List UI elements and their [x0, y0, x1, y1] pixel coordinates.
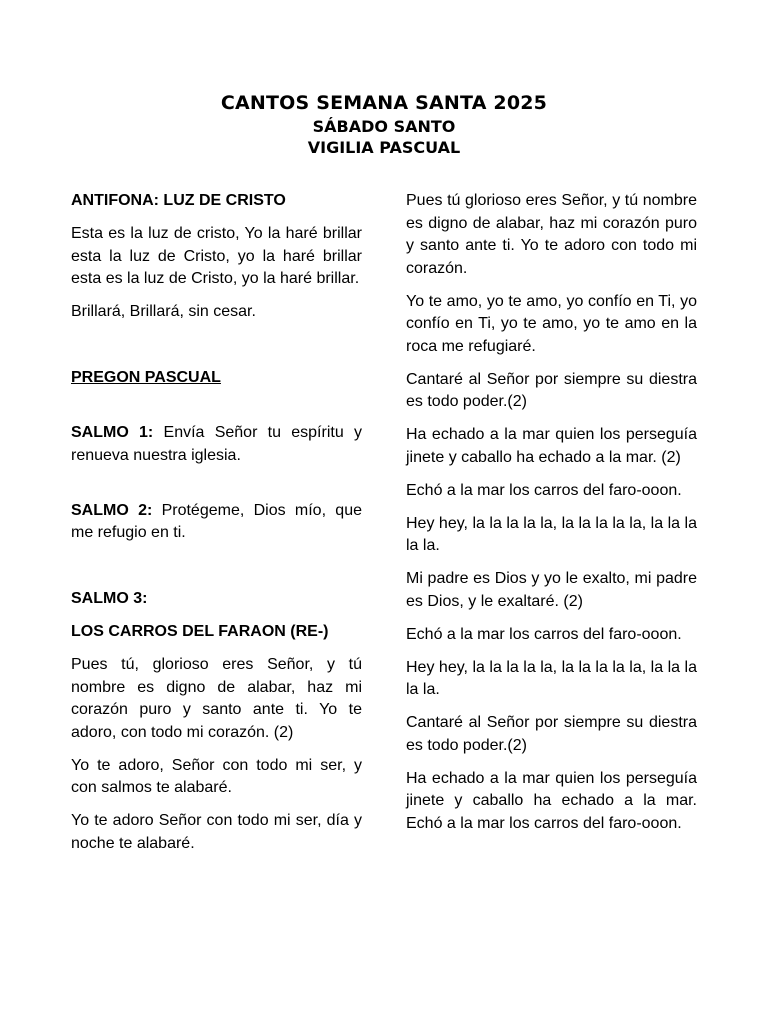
- carros-verse-2: Yo te adoro, Señor con todo mi ser, y con salmos te alabaré.: [71, 756, 362, 796]
- salmo-2-text: Protégeme, Dios mío, que me refugio en ti.: [71, 501, 362, 541]
- verse: Yo te amo, yo te amo, yo confío en Ti, yo confío en Ti, yo te amo, yo te amo en la roca me refugiaré.: [406, 292, 697, 355]
- document-subtitle-day: SÁBADO SANTO: [312, 117, 456, 136]
- carros-verse-1: Pues tú, glorioso eres Señor, y tú nombre es digno de alabar, haz mi corazón puro y santo ante ti. Yo te adoro, con todo mi corazón. (2): [71, 656, 362, 741]
- carros-heading: LOS CARROS DEL FARAON (RE-): [71, 623, 329, 640]
- antifona-heading: ANTIFONA: LUZ DE CRISTO: [71, 192, 286, 209]
- salmo-1-text: Envía Señor tu espíritu y renueva nuestra iglesia.: [71, 424, 362, 464]
- verse: Echó a la mar los carros del faro-ooon.: [406, 481, 682, 499]
- spacer: [71, 334, 362, 367]
- verse: Echó a la mar los carros del faro-ooon.: [406, 625, 682, 643]
- document-title: CANTOS SEMANA SANTA 2025: [220, 92, 548, 114]
- spacer: [71, 555, 362, 588]
- verse: Cantaré al Señor por siempre su diestra es todo poder.(2): [406, 714, 697, 754]
- verse: Hey hey, la la la la la, la la la la la, la la la la la.: [406, 658, 697, 698]
- left-column: [71, 190, 362, 866]
- salmo-2: [71, 500, 362, 545]
- verse: Ha echado a la mar quien los perseguía jinete y caballo ha echado a la mar. (2): [406, 426, 697, 466]
- right-column: [406, 190, 697, 846]
- verse: Pues tú glorioso eres Señor, y tú nombre es digno de alabar, haz mi corazón puro y santo ante ti. Yo te adoro con todo mi corazón.: [406, 192, 697, 277]
- salmo-1: [71, 422, 362, 467]
- verse: Cantaré al Señor por siempre su diestra es todo poder.(2): [406, 370, 697, 410]
- carros-verse-3: Yo te adoro Señor con todo mi ser, día y noche te alabaré.: [71, 812, 362, 852]
- salmo-3-label: SALMO 3:: [71, 590, 148, 607]
- verse: Hey hey, la la la la la, la la la la la, la la la la la.: [406, 514, 697, 554]
- spacer: [71, 478, 362, 500]
- antifona-verse: Esta es la luz de cristo, Yo la haré brillar esta la luz de Cristo, yo la haré brillar esta es la luz de Cristo, yo la haré brillar.: [71, 225, 362, 287]
- verse: Mi padre es Dios y yo le exalto, mi padre es Dios, y le exaltaré. (2): [406, 570, 697, 610]
- document-subtitle-event: VIGILIA PASCUAL: [307, 138, 461, 157]
- spacer: [71, 400, 362, 422]
- salmo-1-label: SALMO 1:: [71, 424, 154, 441]
- pregon-heading: PREGON PASCUAL: [71, 369, 221, 386]
- antifona-refrain: Brillará, Brillará, sin cesar.: [71, 303, 256, 320]
- salmo-2-label: SALMO 2:: [71, 501, 153, 519]
- verse: Ha echado a la mar quien los perseguía jinete y caballo ha echado a la mar. Echó a la mar los carros del faro-ooon.: [406, 769, 697, 832]
